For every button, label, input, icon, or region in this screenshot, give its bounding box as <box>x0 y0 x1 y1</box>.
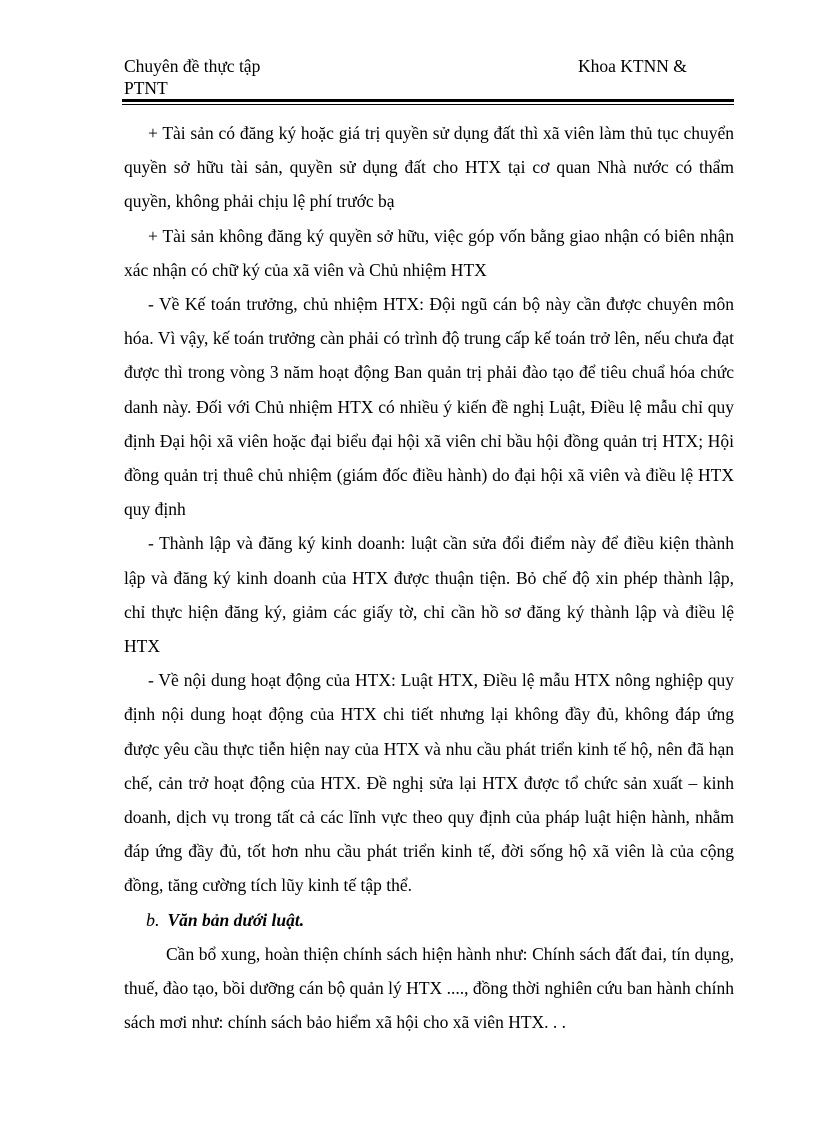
document-body <box>124 116 734 1039</box>
section-letter: b. <box>146 909 160 930</box>
header-right-text: Khoa KTNN & <box>578 56 687 76</box>
paragraph-accountant-chairman: - Về Kế toán trưởng, chủ nhiệm HTX: Đội ngũ cán bộ này cần được chuyên môn hóa. Vì vậy, kế toán trưởng càn phải có trình độ trung cấp kế toán trở lên, nếu chưa đạt được thì trong vòng 3 năm hoạt động Ban quản trị phải đào tạo để tiêu chuẩ hóa chức danh này. Đối với Chủ nhiệm HTX có nhiều ý kiến đề nghị Luật, Điều lệ mẫu chỉ quy định Đại hội xã viên hoặc đại biểu đại hội xã viên chỉ bầu hội đồng quản trị HTX; Hội đồng quản trị thuê chủ nhiệm (giám đốc điều hành) do đại hội xã viên và điều lệ HTX quy định <box>124 294 734 520</box>
header-rule-thin <box>122 104 734 105</box>
paragraph-registered-assets: + Tài sản có đăng ký hoặc giá trị quyền sử dụng đất thì xã viên làm thủ tục chuyển quyền sở hữu tài sản, quyền sử dụng đất cho HTX tại cơ quan Nhà nước có thẩm quyền, không phải chịu lệ phí trước bạ <box>124 123 734 212</box>
header-left-text: Chuyên đề thực tập <box>124 56 261 76</box>
header-rule-thick <box>122 99 734 102</box>
paragraph-business-registration: - Thành lập và đăng ký kinh doanh: luật cần sửa đổi điểm này để điều kiện thành lập và đăng ký kinh doanh của HTX được thuận tiện. Bỏ chế độ xin phép thành lập, chỉ thực hiện đăng ký, giảm các giấy tờ, chỉ cần hồ sơ đăng ký thành lập và điều lệ HTX <box>124 533 734 657</box>
section-title: Văn bản dưới luật. <box>167 909 305 930</box>
paragraph-activity-content: - Về nội dung hoạt động của HTX: Luật HTX, Điều lệ mẫu HTX nông nghiệp quy định nội dung hoạt động của HTX chi tiết nhưng lại không đầy đủ, không đáp ứng được yêu cầu thực tiễn hiện nay của HTX và nhu cầu phát triển kinh tế hộ, nên đã hạn chế, cản trở hoạt động của HTX. Đề nghị sửa lại HTX được tổ chức sản xuất – kinh doanh, dịch vụ trong tất cả các lĩnh vực theo quy định của pháp luật hiện hành, nhằm đáp ứng đầy đủ, tốt hơn nhu cầu phát triển kinh tế, đời sống hộ xã viên là của cộng đồng, tăng cường tích lũy kinh tế tập thể. <box>124 670 734 896</box>
section-heading <box>124 903 734 937</box>
header-continuation-text: PTNT <box>124 78 168 98</box>
paragraph-sub-law-documents: Cần bổ xung, hoàn thiện chính sách hiện hành như: Chính sách đất đai, tín dụng, thuế, đào tạo, bồi dưỡng cán bộ quản lý HTX ...., đồng thời nghiên cứu ban hành chính sách mơi như: chính sách bảo hiểm xã hội cho xã viên HTX. . . <box>124 943 734 1033</box>
paragraph-unregistered-assets: + Tài sản không đăng ký quyền sở hữu, việc góp vốn bằng giao nhận có biên nhận xác nhận có chữ ký của xã viên và Chủ nhiệm HTX <box>124 225 734 280</box>
